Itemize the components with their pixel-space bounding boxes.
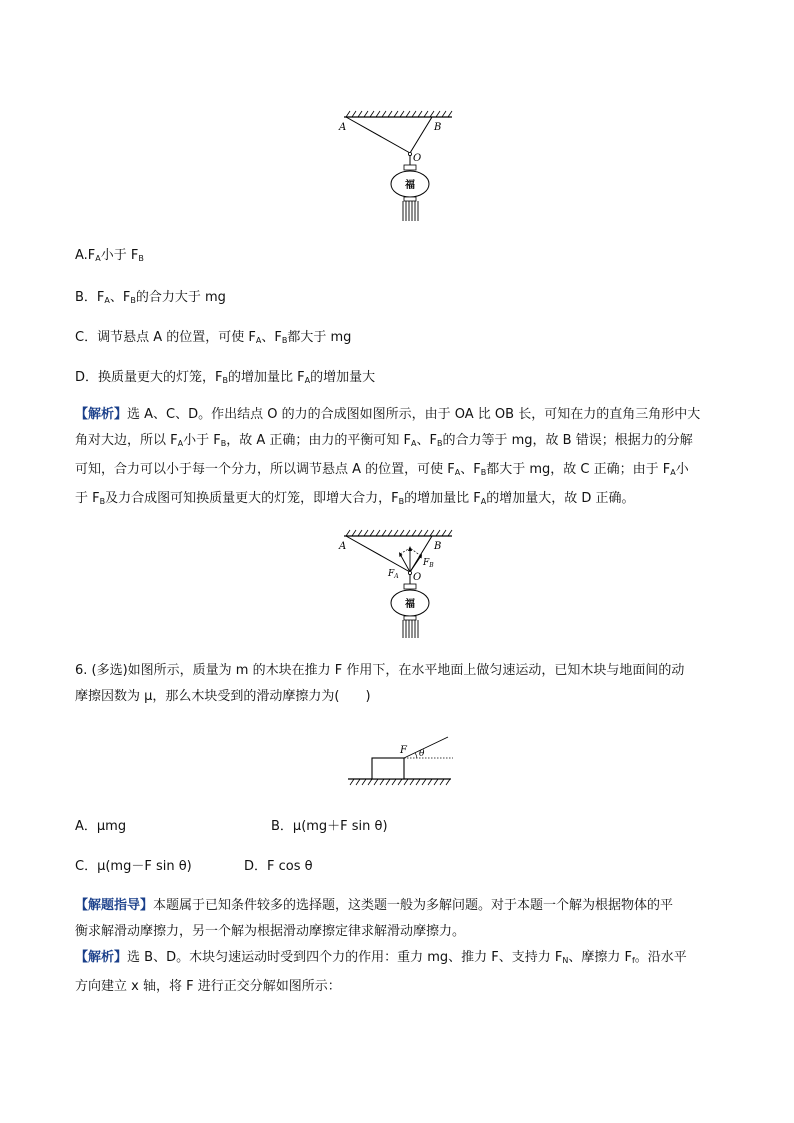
label-b: B [434,122,442,133]
figure-block-pushed [345,733,455,788]
analysis-q5 [75,402,725,515]
question-6-line-2: 摩擦因数为 μ，那么木块受到的滑动摩擦力为( ) [75,689,371,704]
guide-q6-line-1: 【解题指导】本题属于已知条件较多的选择题，这类题一般为多解问题。对于本题一个解为根据物体的平 [75,898,674,913]
label-o: O [413,572,422,583]
analysis-q5-line-4: 于 $F_B$及力合成图可知换质量更大的灯笼，即增大合力，$F_B$的增加量比 $F_A$的增加量大，故 D 正确。 [75,491,635,506]
question-6 [75,658,725,710]
label-force-b: $F_B$ [423,558,434,569]
figure-lantern-force-diagram [330,526,460,641]
label-theta: θ [419,749,425,759]
lantern-character: 福 [405,599,415,610]
option-b: B．$F_A$、$F_B$的合力大于 mg [75,290,226,305]
analysis-q6 [75,945,725,1000]
option-b-q6: B．μ(mg＋F sin θ) [271,819,388,834]
guide-q6 [75,893,725,945]
option-a-q6: A．μmg [75,819,127,834]
label-force-a: $F_A$ [388,569,399,580]
analysis-q6-line-1: 【解析】选 B、D。木块匀速运动时受到四个力的作用：重力 mg、推力 F、支持力 $F_N$、摩擦力 $F_f$。沿水平 [75,950,687,965]
label-a: A [339,122,347,133]
guide-q6-line-2: 衡求解滑动摩擦力，另一个解为根据滑动摩擦定律求解滑动摩擦力。 [75,924,466,939]
label-o: O [413,153,422,164]
label-b: B [434,541,442,552]
lantern-character: 福 [405,180,415,191]
option-c: C．调节悬点 A 的位置，可使 $F_A$、$F_B$都大于 mg [75,330,352,345]
figure-lantern-1 [330,105,460,225]
option-d-q6: D．F cos θ [244,859,313,874]
question-6-line-1: 6. (多选)如图所示，质量为 m 的木块在推力 F 作用下，在水平地面上做匀速运动，已知木块与地面间的动 [75,663,685,678]
label-f: F [400,745,407,756]
analysis-q6-line-2: 方向建立 x 轴，将 F 进行正交分解如图所示： [75,979,341,994]
analysis-q5-line-2: 角对大边，所以 $F_A$小于 $F_B$，故 A 正确；由力的平衡可知 $F_A$、$F_B$的合力等于 mg，故 B 错误；根据力的分解 [75,433,693,448]
option-a: $A.F_A$小于 $F_B$ [75,248,144,263]
analysis-q5-line-3: 可知，合力可以小于每一个分力，所以调节悬点 A 的位置，可使 $F_A$、$F_B$都大于 mg，故 C 正确；由于 $F_A$小 [75,462,689,477]
option-c-q6: C．μ(mg－F sin θ) [75,859,192,874]
analysis-q5-line-1: 【解析】选 A、C、D。作出结点 O 的力的合成图如图所示，由于 OA 比 OB 长，可知在力的直角三角形中大 [75,407,701,422]
label-a: A [339,541,347,552]
option-d: D．换质量更大的灯笼，$F_B$的增加量比 $F_A$的增加量大 [75,370,376,385]
